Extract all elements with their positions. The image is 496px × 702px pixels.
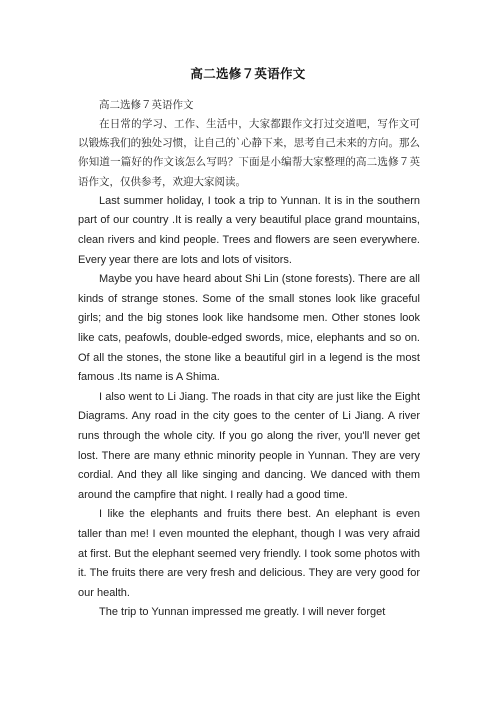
paragraph-conclusion: The trip to Yunnan impressed me greatly. I will never forget — [99, 606, 386, 619]
document-title: 高二选修７英语作文 — [190, 66, 306, 81]
intro-paragraph: 在日常的学习、工作、生活中，大家都跟作文打过交道吧，写作文可以锻炼我们的独处习惯，让自己的`心静下来，思考自己未来的方向。那么你知道一篇好的作文该怎么写吗？下面是小编帮大家整理的高二选修７英语作文，仅供参考，欢迎大家阅读。 — [78, 118, 420, 188]
paragraph-shi-lin: Maybe you have heard about Shi Lin (stone forests). There are all kinds of strange stones. Some of the small stones look like graceful girls; and the big stones look like handsome men. Other stones look like cats, peafowls, double-edged swords, mice, elephants and so on. Of all the stones, the stone like a beautiful girl in a legend is the most famous .Its name is A Shima. — [78, 273, 420, 384]
paragraph-elephants-fruits: I like the elephants and fruits there best. An elephant is even taller than me! I even mounted the elephant, though I was very afraid at first. But the elephant seemed very friendly. I took some photos with it. The fruits there are very fresh and delicious. They are very good for our health. — [78, 508, 420, 599]
document-body — [78, 96, 420, 623]
document-subheading: 高二选修７英语作文 — [99, 99, 194, 111]
paragraph-trip: Last summer holiday, I took a trip to Yunnan. It is in the southern part of our country .It is really a very beautiful place grand mountains, clean rivers and kind people. Trees and flowers are seen everywhere. Every year there are lots and lots of visitors. — [78, 194, 420, 266]
paragraph-li-jiang: I also went to Li Jiang. The roads in that city are just like the Eight Diagrams. Any road in the city goes to the center of Li Jiang. A river runs through the whole city. If you go along the river, you'll never get lost. There are many ethnic minority people in Yunnan. They are very cordial. And they all like singing and dancing. We danced with them around the campfire that night. I really had a good time. — [78, 390, 420, 501]
